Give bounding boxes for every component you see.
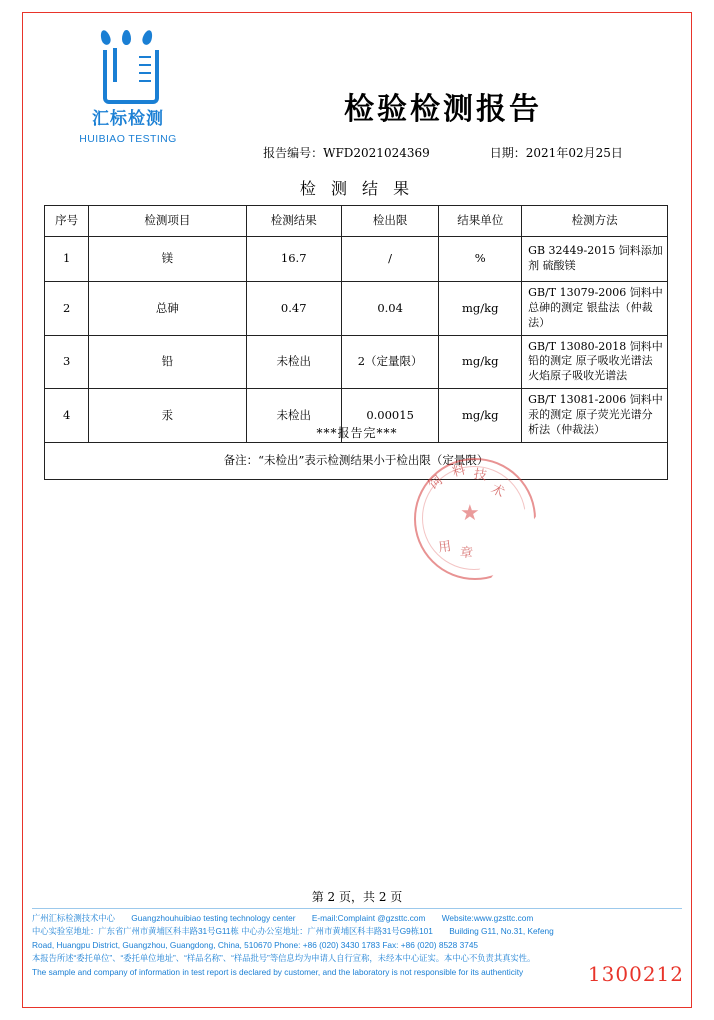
page-number: 第 2 页，共 2 页: [311, 890, 403, 904]
seal-char: 料: [450, 462, 468, 481]
footer-company-en: Guangzhouhuibiao testing technology center: [131, 913, 296, 923]
report-footer: [32, 912, 682, 979]
footer-line-3: [32, 939, 682, 952]
seal-star-icon: ★: [460, 500, 480, 525]
seal-char: 用: [437, 539, 453, 556]
cell-item: 汞: [89, 389, 246, 443]
cell-item: 总砷: [89, 282, 246, 336]
column-header-item: 检测项目: [89, 206, 246, 237]
footer-line-4: [32, 952, 682, 965]
serial-number: 1300212: [587, 962, 684, 986]
table-note-row: [45, 442, 668, 479]
cell-no: 4: [45, 389, 89, 443]
footer-website: Website:www.gzsttc.com: [441, 913, 534, 923]
company-logo: [58, 30, 198, 145]
seal-char: 章: [459, 545, 474, 562]
footer-address-en-part2: Road, Huangpu District, Guangzhou, Guangdong, China, 510670 Phone: +86 (020) 3430 1783 Fax: +86 (020) 8528 3745: [32, 939, 479, 950]
cell-method: GB/T 13080-2018 饲料中铅的测定 原子吸收光谱法 火焰原子吸收光谱法: [522, 335, 668, 389]
footer-disclaimer-en: The sample and company of information in test report is declared by customer, and the laboratory is not responsible for its authenticity: [32, 966, 524, 977]
cell-result: 未检出: [246, 335, 341, 389]
footer-line-1: [32, 912, 682, 925]
table-row: [45, 282, 668, 336]
cell-item: 镁: [89, 237, 246, 282]
table-header-row: [45, 206, 668, 237]
flask-logo-icon: [85, 30, 171, 102]
cell-unit: mg/kg: [439, 282, 522, 336]
report-meta: [213, 144, 673, 161]
cell-item: 铅: [89, 335, 246, 389]
page-title: 检验检测报告: [344, 92, 542, 127]
cell-result: 0.47: [246, 282, 341, 336]
column-header-method: 检测方法: [522, 206, 668, 237]
cell-result: 16.7: [246, 237, 341, 282]
cell-limit: /: [341, 237, 438, 282]
footer-disclaimer-cn: 本报告所述“委托单位”、“委托单位地址”、“样品名称”、“样品批号”等信息均为申请人自行宣称，未经本中心证实。本中心不负责其真实性。: [32, 953, 536, 964]
footer-line-2: [32, 925, 682, 938]
results-section-title: 检 测 结 果: [299, 179, 415, 198]
table-row: [45, 335, 668, 389]
column-header-result: 检测结果: [246, 206, 341, 237]
report-header: [38, 24, 678, 164]
cell-unit: mg/kg: [439, 389, 522, 443]
seal-char: 技: [472, 467, 488, 484]
footer-address-cn: 中心实验室地址：广东省广州市黄埔区科丰路31号G11栋 中心办公室地址：广州市黄埔区科丰路31号G9栋101: [32, 926, 433, 937]
cell-limit: 0.00015: [341, 389, 438, 443]
table-note: 备注：“未检出”表示检测结果小于检出限（定量限）: [45, 442, 668, 479]
cell-method: GB/T 13081-2006 饲料中汞的测定 原子荧光光谱分析法（仲裁法）: [522, 389, 668, 443]
logo-text-en: HUIBIAO TESTING: [79, 133, 177, 145]
column-header-no: 序号: [45, 206, 89, 237]
cell-method: GB/T 13079-2006 饲料中总砷的测定 银盐法（仲裁法）: [522, 282, 668, 336]
cell-no: 3: [45, 335, 89, 389]
cell-limit: 0.04: [341, 282, 438, 336]
seal-char: 术: [488, 481, 507, 501]
cell-limit: 2（定量限）: [341, 335, 438, 389]
footer-company-cn: 广州汇标检测技术中心: [32, 913, 115, 923]
cell-unit: mg/kg: [439, 335, 522, 389]
cell-unit: %: [439, 237, 522, 282]
cell-result: 未检出: [246, 389, 341, 443]
seal-char: 饲: [425, 473, 446, 493]
table-row: [45, 237, 668, 282]
report-number: 报告编号：WFD2021024369: [263, 146, 430, 160]
footer-line-5: [32, 966, 682, 979]
column-header-limit: 检出限: [341, 206, 438, 237]
footer-address-en-part1: Building G11, No.31, Kefeng: [449, 926, 554, 937]
cell-method: GB 32449-2015 饲料添加剂 硫酸镁: [522, 237, 668, 282]
cell-no: 2: [45, 282, 89, 336]
footer-email: E-mail:Complaint @gzsttc.com: [311, 913, 426, 923]
title-block: [213, 84, 673, 161]
logo-text-cn: 汇标检测: [92, 109, 164, 128]
report-date: 日期：2021年02月25日: [489, 146, 623, 160]
report-end-marker: ***报告完***: [316, 426, 398, 440]
column-header-unit: 结果单位: [439, 206, 522, 237]
cell-no: 1: [45, 237, 89, 282]
footer-divider: [32, 908, 682, 909]
